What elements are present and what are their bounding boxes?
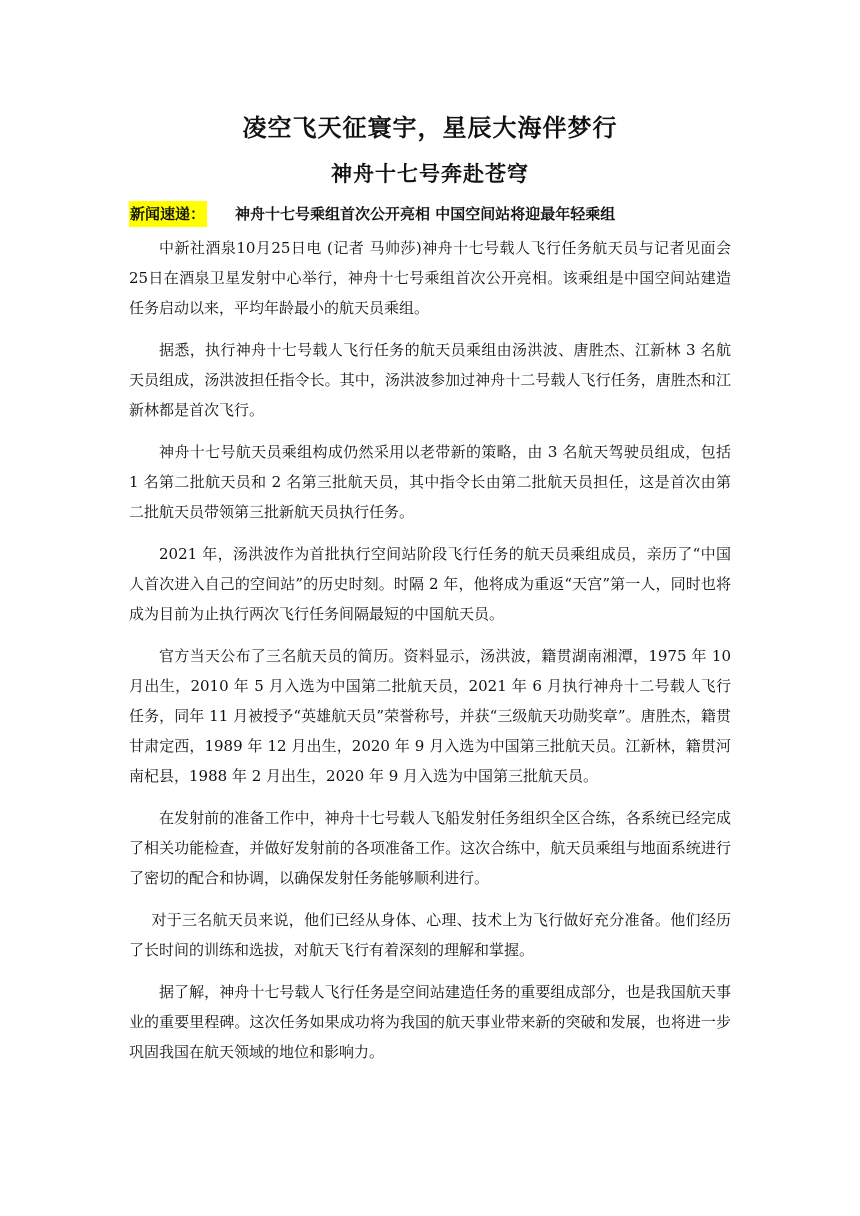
paragraph-5: 官方当天公布了三名航天员的简历。资料显示，汤洪波，籍贯湖南湘潭，1975 年 10 月出生，2010 年 5 月入选为中国第二批航天员，2021 年 6 月执行神舟十二号载人飞行任务，同年 11 月被授予“英雄航天员”荣誉称号，并获“三级航天功勋奖章”。唐胜杰，籍贯甘肃定西，1989 年 12 月出生，2020 年 9 月入选为中国第三批航天员。江新林，籍贯河南杞县，1988 年 2 月出生，2020 年 9 月入选为中国第三批航天员。 bbox=[129, 647, 731, 785]
news-tag-highlight: 新闻速递： bbox=[129, 201, 207, 227]
paragraph-7: 对于三名航天员来说，他们已经从身体、心理、技术上为飞行做好充分准备。他们经历了长时间的训练和选拔，对航天飞行有着深刻的理解和掌握。 bbox=[129, 911, 731, 959]
document-title: 凌空飞天征寰宇，星辰大海伴梦行 bbox=[242, 114, 618, 142]
paragraph-8: 据了解，神舟十七号载人飞行任务是空间站建造任务的重要组成部分，也是我国航天事业的重要里程碑。这次任务如果成功将为我国的航天事业带来新的突破和发展，也将进一步巩固我国在航天领域的地位和影响力。 bbox=[129, 983, 731, 1061]
paragraph-2: 据悉，执行神舟十七号载人飞行任务的航天员乘组由汤洪波、唐胜杰、江新林 3 名航天员组成，汤洪波担任指令长。其中，汤洪波参加过神舟十二号载人飞行任务，唐胜杰和江新林都是首次飞行。 bbox=[129, 341, 731, 419]
news-headline-line bbox=[129, 201, 749, 227]
document-subtitle: 神舟十七号奔赴苍穹 bbox=[331, 162, 529, 186]
paragraph-3: 神舟十七号航天员乘组构成仍然采用以老带新的策略，由 3 名航天驾驶员组成，包括 1 名第二批航天员和 2 名第三批航天员，其中指令长由第二批航天员担任，这是首次由第二批航天员带领第三批新航天员执行任务。 bbox=[129, 443, 731, 521]
article-body bbox=[129, 233, 731, 1079]
paragraph-4: 2021 年，汤洪波作为首批执行空间站阶段飞行任务的航天员乘组成员，亲历了“中国人首次进入自己的空间站”的历史时刻。时隔 2 年，他将成为重返“天宫”第一人，同时也将成为目前为止执行两次飞行任务间隔最短的中国航天员。 bbox=[129, 545, 731, 623]
news-headline: 神舟十七号乘组首次公开亮相 中国空间站将迎最年轻乘组 bbox=[235, 205, 616, 223]
paragraph-6: 在发射前的准备工作中，神舟十七号载人飞船发射任务组织全区合练，各系统已经完成了相关功能检查，并做好发射前的各项准备工作。这次合练中，航天员乘组与地面系统进行了密切的配合和协调，以确保发射任务能够顺利进行。 bbox=[129, 809, 731, 887]
paragraph-1: 中新社酒泉10月25日电 (记者 马帅莎)神舟十七号载人飞行任务航天员与记者见面会25日在酒泉卫星发射中心举行，神舟十七号乘组首次公开亮相。该乘组是中国空间站建造任务启动以来，平均年龄最小的航天员乘组。 bbox=[129, 239, 731, 317]
